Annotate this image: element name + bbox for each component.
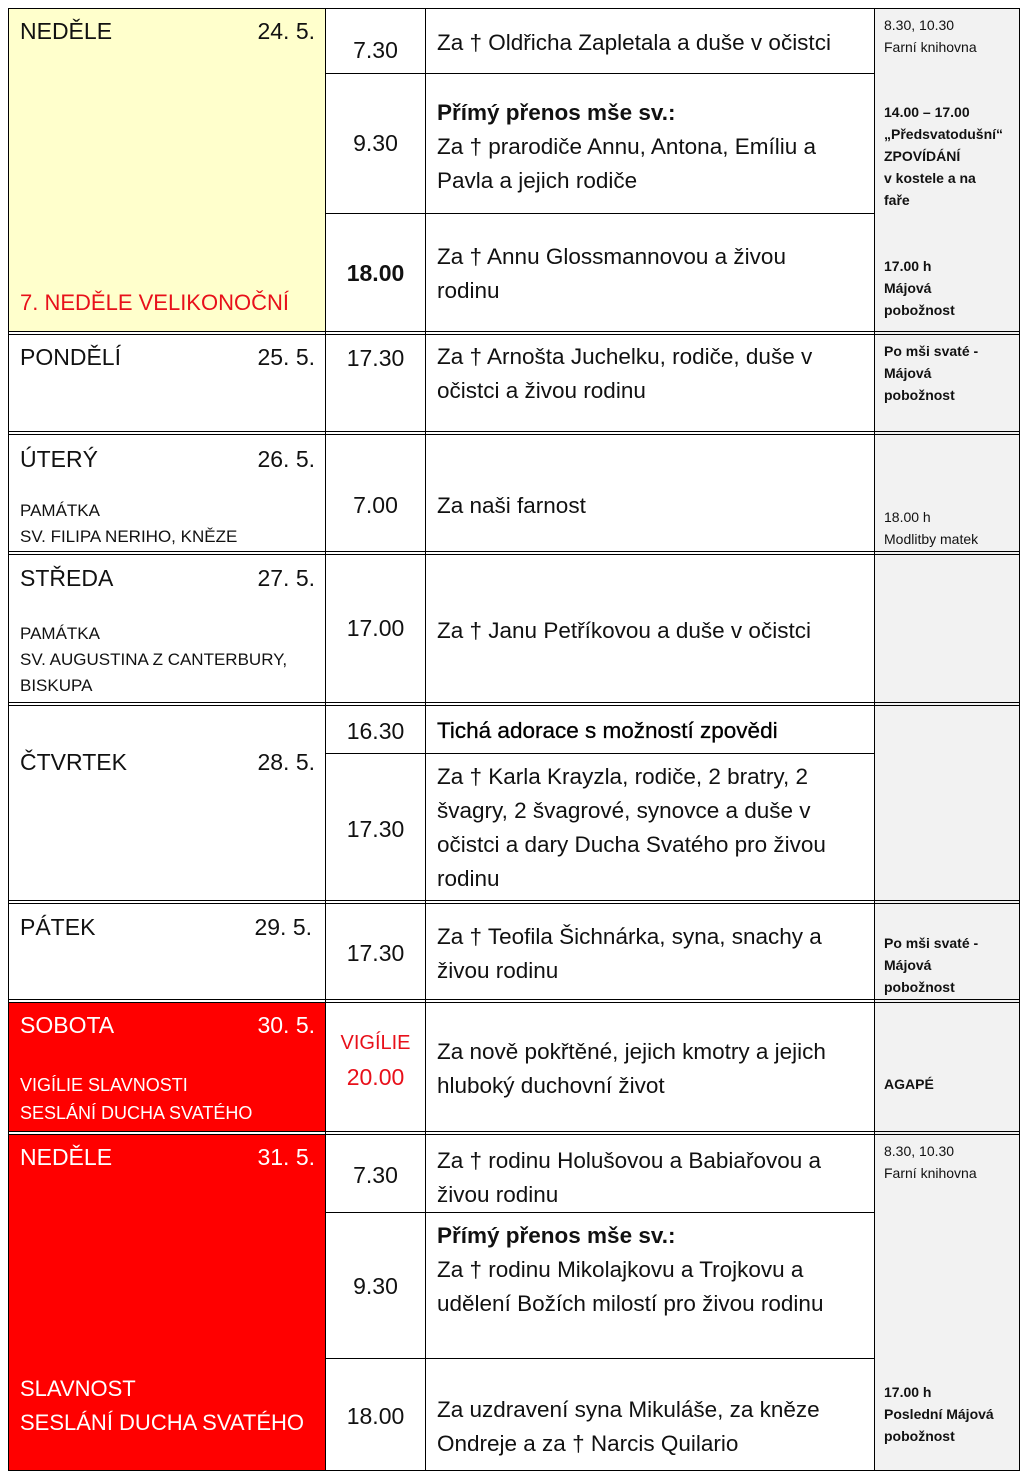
day-name: STŘEDA: [20, 565, 114, 591]
note: 8.30, 10.30 Farní knihovna: [884, 1143, 977, 1181]
note: 18.00 h Modlitby matek: [884, 509, 979, 547]
day-cell-sunday-24: [9, 9, 325, 332]
day-date: 31. 5.: [257, 1144, 315, 1170]
mass-intention: Za nově pokřtěné, jejich kmotry a jejich hluboký duchovní život: [437, 1039, 826, 1098]
mass-time: 18.00: [346, 1403, 405, 1429]
day-date: 24. 5.: [257, 18, 315, 44]
mass-time: 7.30: [353, 1162, 398, 1188]
day-name: PÁTEK: [20, 914, 96, 940]
day-date: 26. 5.: [257, 446, 315, 472]
note: 17.00 h Poslední Májová pobožnost: [884, 1384, 994, 1444]
mass-intention: Za † prarodiče Annu, Antona, Emíliu a Pavla a jejich rodiče: [437, 134, 816, 193]
day-name: ČTVRTEK: [20, 749, 127, 775]
mass-label: VIGÍLIE: [340, 1032, 411, 1054]
day-date: 30. 5.: [257, 1012, 315, 1038]
day-name: PONDĚLÍ: [20, 344, 121, 370]
day-subtitle: 7. NEDĚLE VELIKONOČNÍ: [20, 290, 289, 315]
day-subtitle: PAMÁTKA SV. AUGUSTINA Z CANTERBURY, BISKUPA: [20, 624, 288, 695]
day-name: NEDĚLE: [20, 1144, 113, 1170]
mass-intention: Za † rodinu Holušovou a Babiařovou a živou rodinu: [437, 1148, 821, 1207]
note: AGAPÉ: [884, 1076, 934, 1092]
mass-time: 20.00: [346, 1064, 405, 1090]
note: 8.30, 10.30 Farní knihovna: [884, 17, 977, 55]
mass-intention: Za naši farnost: [437, 493, 586, 518]
mass-time: 17.30: [346, 940, 405, 966]
mass-intention: Za † Oldřicha Zapletala a duše v očistci: [437, 30, 831, 55]
mass-heading: Tichá adorace s možností zpovědi: [437, 718, 778, 743]
note: 17.00 h Májová pobožnost: [884, 258, 955, 318]
mass-intention: Za † Annu Glossmannovou a živou rodinu: [437, 244, 786, 303]
grid-line: [1019, 8, 1020, 1471]
day-subtitle: VIGÍLIE SLAVNOSTI SESLÁNÍ DUCHA SVATÉHO: [20, 1075, 253, 1123]
mass-intention: Za † Teofila Šichnárka, syna, snachy a živou rodinu: [437, 924, 822, 983]
mass-time: 9.30: [353, 130, 398, 156]
mass-intention: Za uzdravení syna Mikuláše, za kněze Ondreje a za † Narcis Quilario: [437, 1397, 820, 1456]
day-date: 25. 5.: [257, 344, 315, 370]
day-name: SOBOTA: [20, 1012, 115, 1038]
day-name: NEDĚLE: [20, 18, 113, 44]
day-name: ÚTERÝ: [20, 446, 98, 472]
mass-intention: Za † rodinu Mikolajkovu a Trojkovu a udělení Božích milostí pro živou rodinu: [437, 1257, 824, 1316]
mass-time: 16.30: [346, 718, 405, 744]
mass-time: 9.30: [353, 1273, 398, 1299]
day-date: 27. 5.: [257, 565, 315, 591]
grid-line: [874, 8, 875, 1471]
grid-line: [8, 1470, 1020, 1471]
notes-column: [875, 9, 1019, 1470]
mass-heading: Přímý přenos mše sv.:: [437, 100, 676, 125]
day-date: 28. 5.: [257, 749, 315, 775]
day-date: 29. 5.: [254, 914, 312, 940]
note: 14.00 – 17.00 „Předsvatodušní“ ZPOVÍDÁNÍ v kostele a na faře: [884, 104, 1004, 208]
mass-heading: Přímý přenos mše sv.:: [437, 1223, 676, 1248]
mass-time: 17.30: [346, 816, 405, 842]
mass-intention: Za † Arnošta Juchelku, rodiče, duše v očistci a živou rodinu: [437, 344, 813, 403]
day-subtitle: SLAVNOST SESLÁNÍ DUCHA SVATÉHO: [20, 1376, 305, 1435]
note: Po mši svaté - Májová pobožnost: [884, 343, 979, 403]
mass-time: 17.00: [346, 615, 405, 641]
mass-intention: Za † Karla Krayzla, rodiče, 2 bratry, 2 švagry, 2 švagrové, synovce a duše v očistci a dary Ducha Svatého pro živou rodinu: [437, 764, 826, 891]
grid-line: [8, 8, 9, 1471]
mass-time: 7.00: [353, 492, 398, 518]
mass-time: 7.30: [353, 37, 398, 63]
mass-intention: Za † Janu Petříkovou a duše v očistci: [437, 618, 811, 643]
note: Po mši svaté - Májová pobožnost: [884, 935, 979, 995]
mass-time: 17.30: [346, 345, 405, 371]
day-subtitle: PAMÁTKA SV. FILIPA NERIHO, KNĚZE: [20, 501, 238, 546]
mass-time: 18.00: [346, 260, 405, 286]
